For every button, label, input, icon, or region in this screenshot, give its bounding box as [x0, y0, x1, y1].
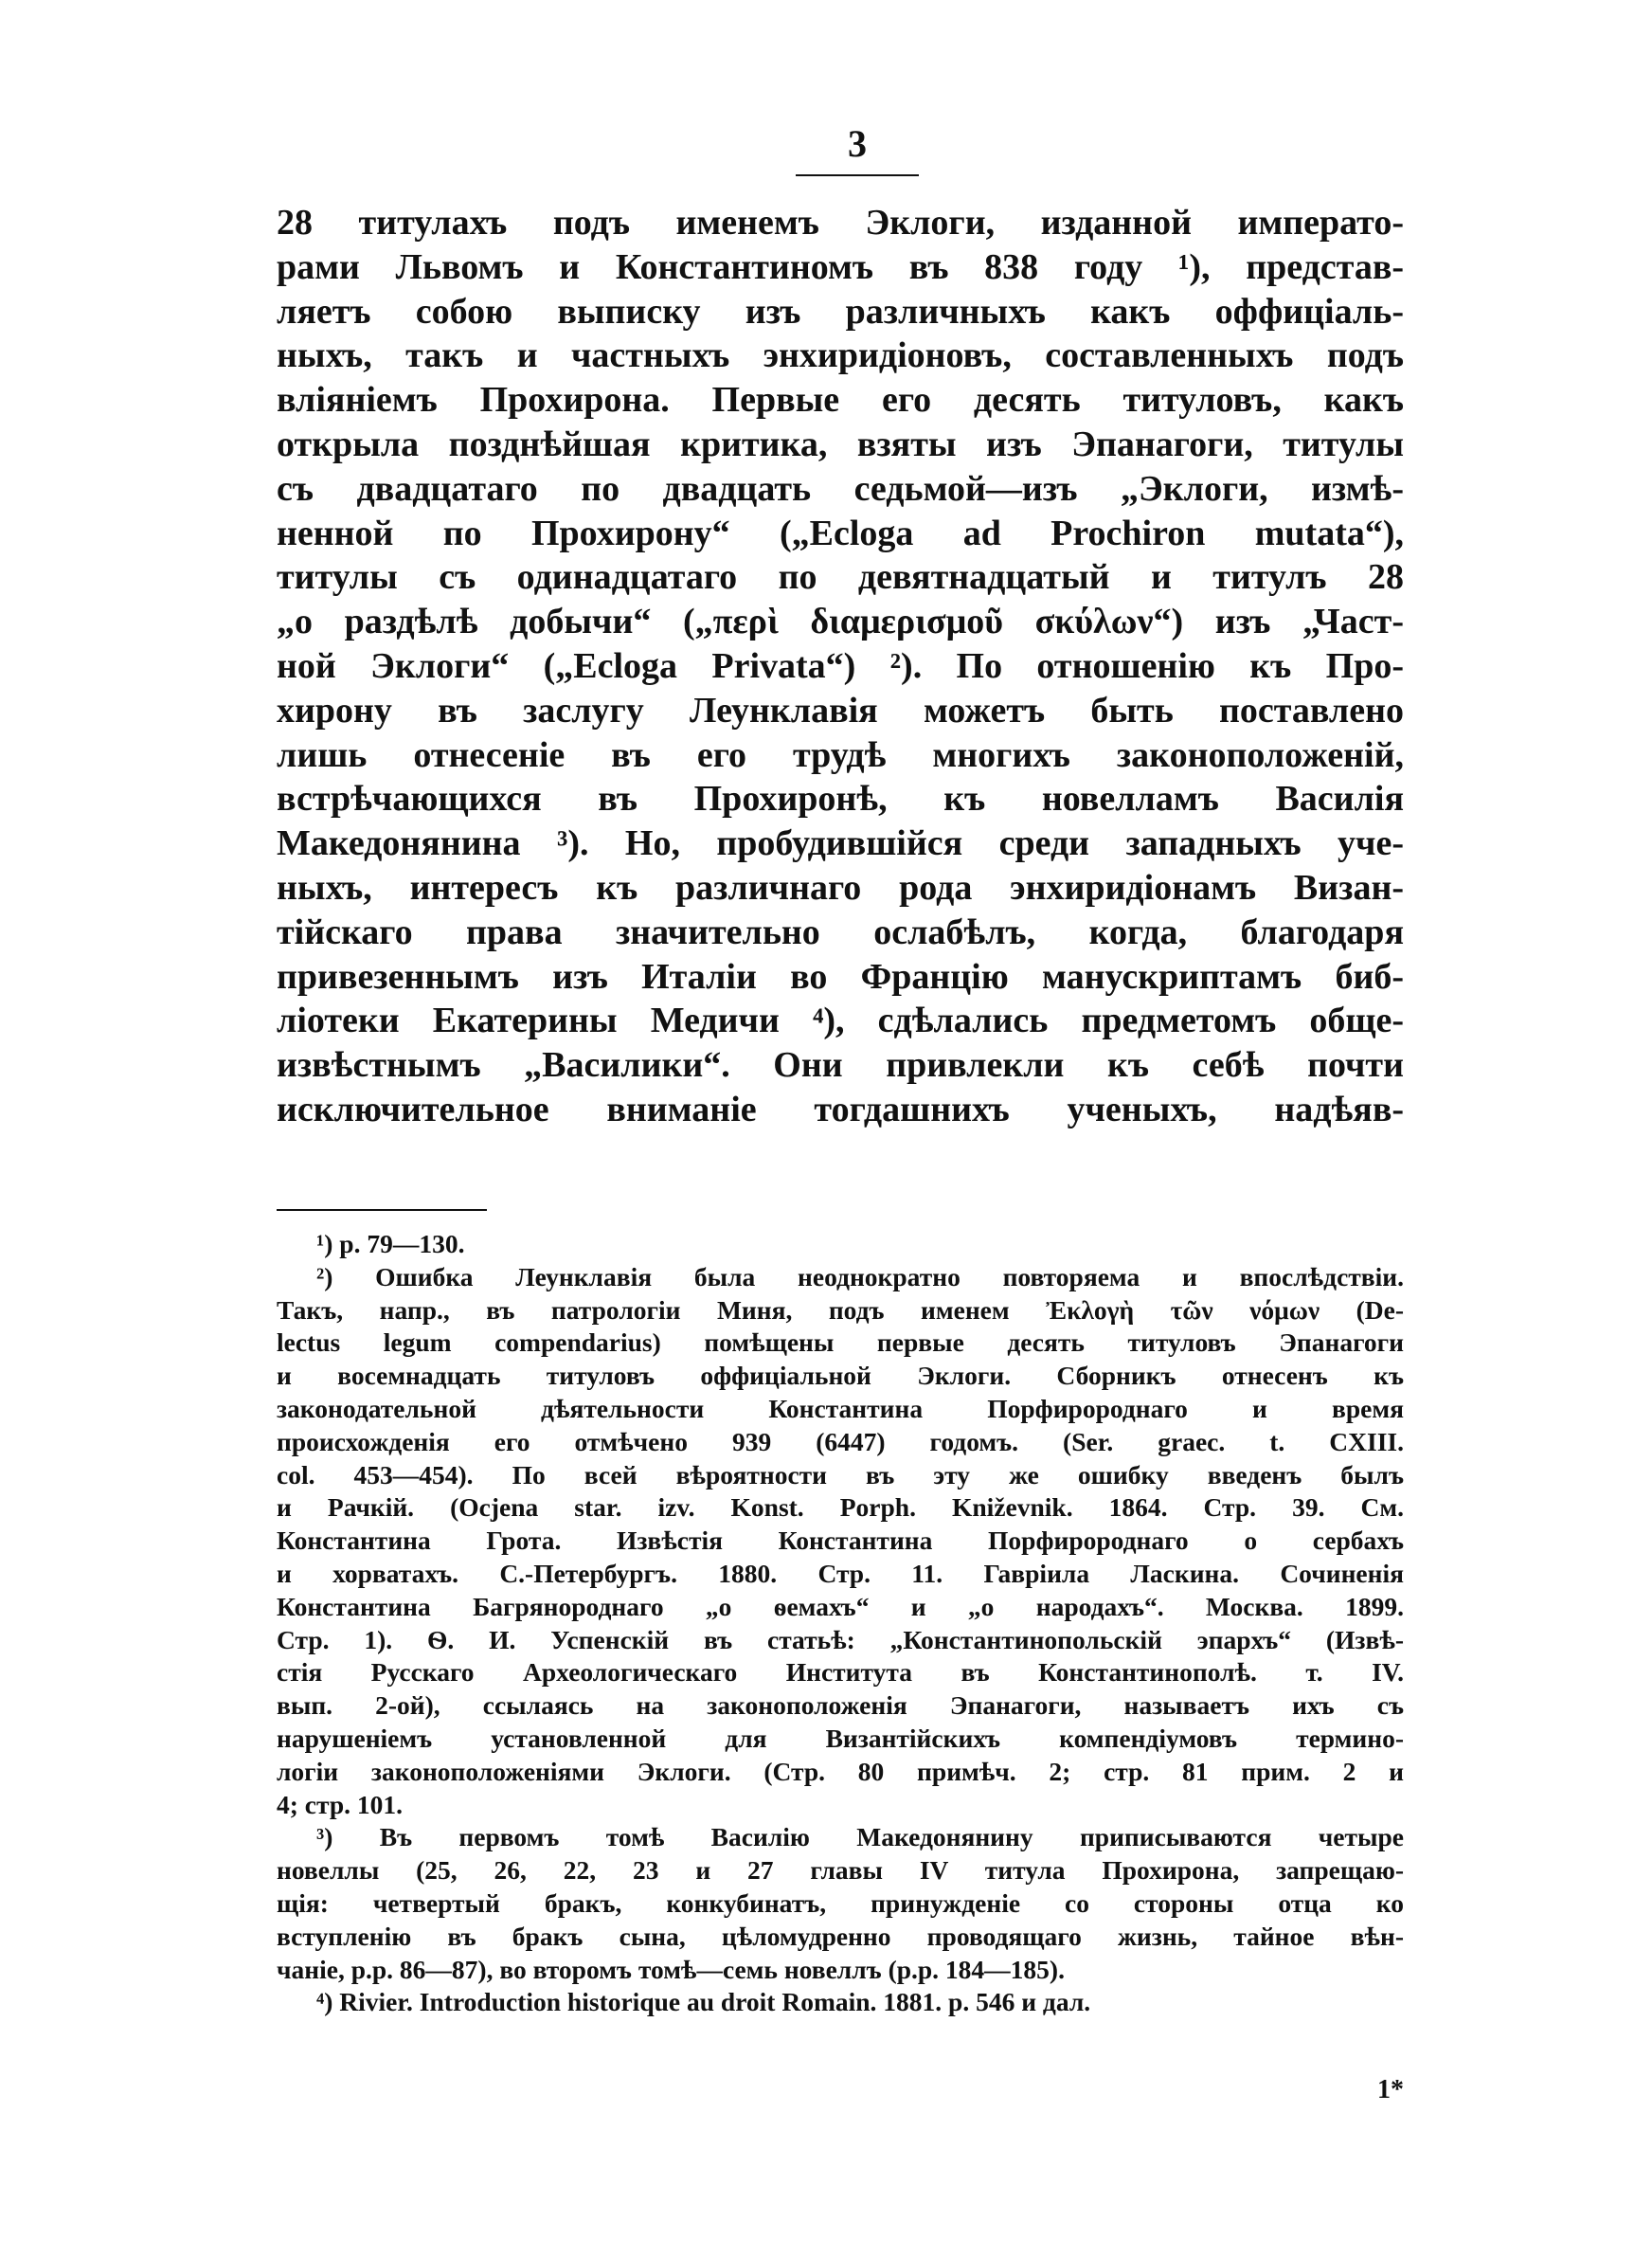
text-line: открыла позднѣйшая критика, взяты изъ Эпанагоги, титулы — [277, 424, 1404, 464]
footnote-line: вып. 2-ой), ссылаясь на законоположенія Эпанагоги, называетъ ихъ съ — [277, 1690, 1404, 1721]
footnote-line: стія Русскаго Археологическаго Института въ Константинополѣ. т. IV. — [277, 1657, 1404, 1688]
footnote-line: ²) Ошибка Леунклавія была неоднократно повторяема и впослѣдствіи. — [316, 1261, 1404, 1291]
text-line: вліяніемъ Прохирона. Первые его десять титуловъ, какъ — [277, 380, 1404, 421]
footnote-line: Такъ, напр., въ патрологіи Миня, подъ именем Ἐκλογὴ τῶν νόμων (De- — [277, 1294, 1404, 1325]
text-line: ныхъ, интересъ къ различнаго рода энхиридіонамъ Визан- — [277, 867, 1404, 908]
page-number: 3 — [848, 122, 867, 165]
signature-mark: 1* — [1377, 2075, 1404, 2104]
page-number-rule — [796, 174, 919, 176]
footnote-line: ³) Въ первомъ томѣ Василію Македонянину приписываются четыре — [316, 1822, 1404, 1852]
main-text — [277, 201, 1404, 1132]
footnote-line: и хорватахъ. С.-Петербургъ. 1880. Стр. 11. Гаврiила Ласкина. Сочиненія — [277, 1558, 1404, 1588]
text-line: рами Львомъ и Константиномъ въ 838 году ¹), представ- — [277, 246, 1404, 287]
footnote-line: Константина Грота. Извѣстія Константина Порфиророднаго о сербахъ — [277, 1526, 1404, 1556]
footnote-line: col. 453—454). По всей вѣроятности въ эту же ошибку введенъ былъ — [277, 1459, 1404, 1490]
text-line: хирону въ заслугу Леунклавія можетъ быть поставлено — [277, 690, 1404, 731]
footnote-line: нарушеніемъ установленной для Византійскихъ компендіумовъ термино- — [277, 1723, 1404, 1753]
footnote-line: Стр. 1). Ѳ. И. Успенскій въ статьѣ: „Константинопольскій эпархъ“ (Извѣ- — [277, 1624, 1404, 1654]
text-line: привезеннымъ изъ Италіи во Францію манускриптамъ биб- — [277, 956, 1404, 997]
footnote-line: ¹) p. 79—130. — [316, 1229, 465, 1258]
footnote-line: ⁴) Rivier. Introduction historique au droit Romain. 1881. p. 546 и дал. — [316, 1987, 1091, 2017]
text-line: тійскаго права значительно ослабѣлъ, когда, благодаря — [277, 912, 1404, 952]
text-line: исключительное вниманіе тогдашнихъ ученыхъ, надѣяв- — [277, 1089, 1404, 1129]
footnote-line: 4; стр. 101. — [277, 1789, 404, 1819]
footnote-line: Константина Багрянороднаго „о ѳемахъ“ и „о народахъ“. Москва. 1899. — [277, 1591, 1404, 1621]
text-line: ненной по Прохирону“ („Ecloga ad Prochiron mutata“), — [277, 513, 1404, 553]
text-line: титулы съ одинадцатаго по девятнадцатый и титулъ 28 — [277, 557, 1404, 598]
text-line: съ двадцатаго по двадцать седьмой—изъ „Эклоги, измѣ- — [277, 468, 1404, 509]
footnote-line: вступленію въ бракъ сына, цѣломудренно проводящаго жизнь, тайное вѣн- — [277, 1921, 1404, 1951]
text-line: ляетъ собою выписку изъ различныхъ какъ оффиціаль- — [277, 291, 1404, 332]
text-line: 28 титулахъ подъ именемъ Эклоги, изданной императо- — [277, 203, 1404, 243]
footnote-line: щія: четвертый бракъ, конкубинатъ, принужденіе со стороны отца ко — [277, 1887, 1404, 1918]
text-line: „о раздѣлѣ добычи“ („περὶ διαμερισμοῦ σκύλων“) изъ „Част- — [277, 602, 1404, 642]
footnote-line: и восемнадцать титуловъ оффиціальной Эклоги. Сборникъ отнесенъ къ — [277, 1361, 1404, 1391]
footnote-line: новеллы (25, 26, 22, 23 и 27 главы IV титула Прохирона, запрещаю- — [277, 1855, 1404, 1886]
footnote-line: логіи законоположеніями Эклоги. (Стр. 80 примѣч. 2; стр. 81 прим. 2 и — [277, 1756, 1404, 1786]
text-line: лишь отнесеніе въ его трудѣ многихъ законоположеній, — [277, 734, 1404, 775]
footnotes — [277, 1228, 1404, 2019]
footnote-line: lectus legum compendarius) помѣщены первые десять титуловъ Эпанагоги — [277, 1327, 1404, 1358]
footnote-line: и Рачкій. (Ocjena star. izv. Konst. Porph. Kniževnik. 1864. Стр. 39. См. — [277, 1492, 1404, 1523]
footnote-divider — [277, 1209, 487, 1211]
text-line: ліотеки Екатерины Медичи ⁴), сдѣлались предметомъ обще- — [277, 1001, 1404, 1041]
footnote-line: чаніе, p.p. 86—87), во второмъ томѣ—семь новеллъ (p.p. 184—185). — [277, 1954, 1065, 1984]
text-line: ныхъ, такъ и частныхъ энхиридіоновъ, составленныхъ подъ — [277, 335, 1404, 376]
text-line: ной Эклоги“ („Ecloga Privata“) ²). По отношенію къ Про- — [277, 645, 1404, 686]
text-line: Македонянина ³). Но, пробудившійся среди западныхъ уче- — [277, 823, 1404, 864]
footnote-line: законодательной дѣятельности Константина Порфиророднаго и время — [277, 1393, 1404, 1423]
text-line: встрѣчающихся въ Прохиронѣ, къ новелламъ Василія — [277, 779, 1404, 820]
footnote-line: происхожденія его отмѣчено 939 (6447) годомъ. (Ser. graec. t. CXIII. — [277, 1426, 1404, 1456]
text-line: извѣстнымъ „Василики“. Они привлекли къ себѣ почти — [277, 1045, 1404, 1086]
